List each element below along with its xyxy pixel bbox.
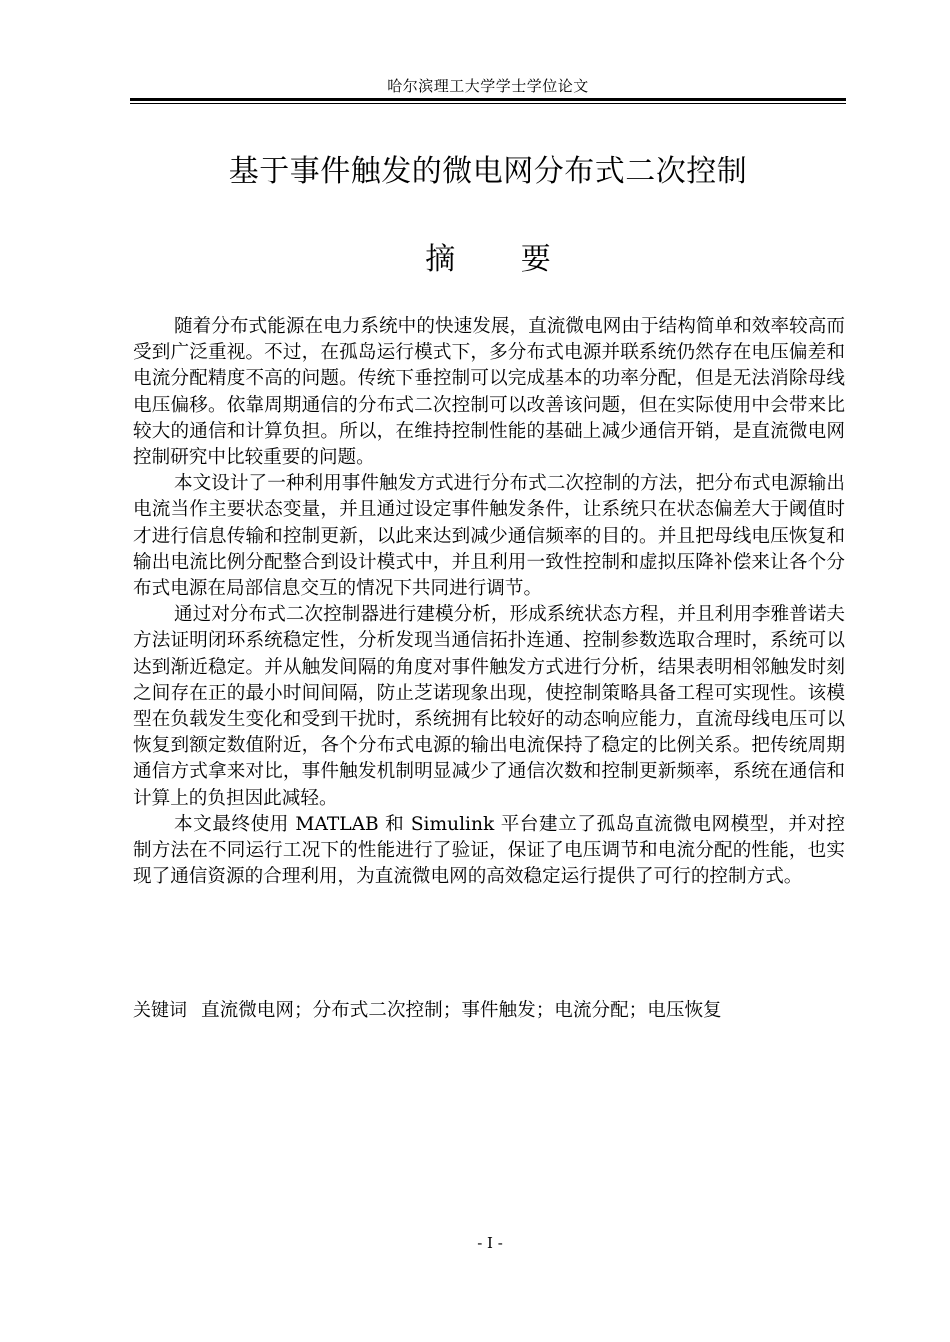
page-number: - I - — [477, 1234, 503, 1252]
header-rule-thick — [130, 98, 846, 101]
keywords-label: 关键词 — [133, 1000, 187, 1021]
abstract-paragraph-2: 本文设计了一种利用事件触发方式进行分布式二次控制的方法，把分布式电源输出电流当作主要状态变量，并且通过设定事件触发条件，让系统只在状态偏差大于阈值时才进行信息传输和控制更新，以此来达到减少通信频率的目的。并且把母线电压恢复和输出电流比例分配整合到设计模式中，并且利用一致性控制和虚拟压降补偿来让各个分布式电源在局部信息交互的情况下共同进行调节。 — [133, 473, 845, 600]
keywords-line — [133, 998, 845, 1024]
abstract-paragraph-3: 通过对分布式二次控制器进行建模分析，形成系统状态方程，并且利用李雅普诺夫方法证明闭环系统稳定性，分析发现当通信拓扑连通、控制参数选取合理时，系统可以达到渐近稳定。并从触发间隔的角度对事件触发方式进行分析，结果表明相邻触发时刻之间存在正的最小时间间隔，防止芝诺现象出现，使控制策略具备工程可实现性。该模型在负载发生变化和受到干扰时，系统拥有比较好的动态响应能力，直流母线电压可以恢复到额定数值附近，各个分布式电源的输出电流保持了稳定的比例关系。把传统周期通信方式拿来对比，事件触发机制明显减少了通信次数和控制更新频率，系统在通信和计算上的负担因此减轻。 — [133, 604, 845, 809]
keywords-text: 直流微电网；分布式二次控制；事件触发；电流分配；电压恢复 — [201, 1000, 722, 1021]
abstract-paragraph-1: 随着分布式能源在电力系统中的快速发展，直流微电网由于结构简单和效率较高而受到广泛重视。不过，在孤岛运行模式下，多分布式电源并联系统仍然存在电压偏差和电流分配精度不高的问题。传统下垂控制可以完成基本的功率分配，但是无法消除母线电压偏移。依靠周期通信的分布式二次控制可以改善该问题，但在实际使用中会带来比较大的通信和计算负担。所以，在维持控制性能的基础上减少通信开销，是直流微电网控制研究中比较重要的问题。 — [133, 316, 845, 469]
abstract-body — [133, 314, 845, 890]
running-header: 哈尔滨理工大学学士学位论文 — [387, 77, 589, 95]
abstract-heading: 摘 要 — [425, 242, 579, 277]
header-rule-thin — [130, 103, 846, 104]
abstract-paragraph-4: 本文最终使用 MATLAB 和 Simulink 平台建立了孤岛直流微电网模型，并对控制方法在不同运行工况下的性能进行了验证，保证了电压调节和电流分配的性能，也实现了通信资源的合理利用，为直流微电网的高效稳定运行提供了可行的控制方式。 — [133, 813, 845, 888]
thesis-title: 基于事件触发的微电网分布式二次控制 — [228, 154, 748, 189]
